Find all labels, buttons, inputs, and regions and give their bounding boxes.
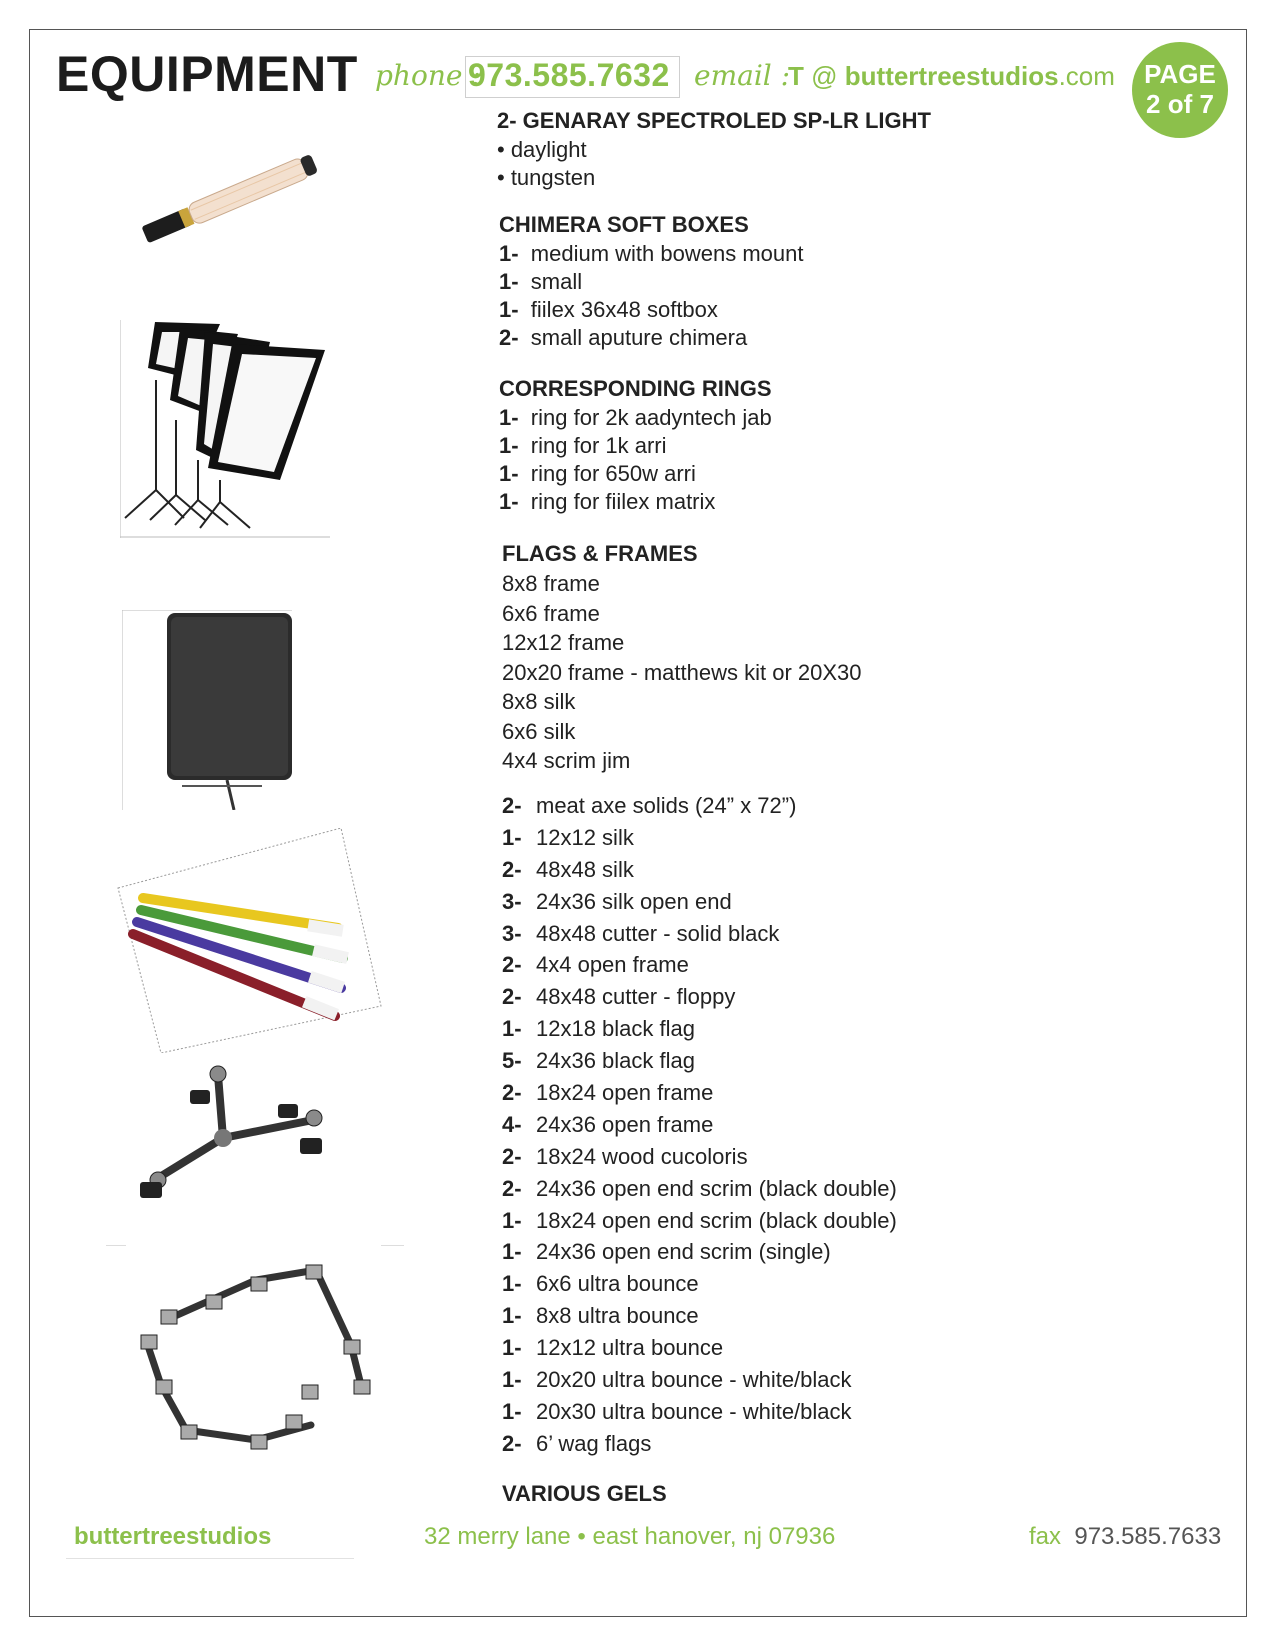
item-qty: 1- (499, 241, 519, 266)
email-address[interactable] (788, 58, 1115, 94)
item-qty: 1- (502, 1367, 522, 1393)
item-text: 24x36 open end scrim (black double) (536, 1175, 897, 1201)
email-domain: buttertreestudios (844, 61, 1059, 91)
list-item: • tungsten (497, 165, 596, 190)
list-item (502, 1109, 897, 1141)
item-text: 12x12 ultra bounce (536, 1335, 724, 1361)
phone-number[interactable]: 973.585.7632 (468, 57, 670, 93)
gel-rolls-image (113, 828, 385, 1053)
list-item: 6x6 silk (502, 718, 576, 744)
list-item (502, 1013, 897, 1045)
list-item (499, 268, 803, 296)
list-item (502, 886, 897, 918)
list-item (502, 854, 897, 886)
fax-number: 973.585.7633 (1074, 1523, 1222, 1550)
list-item (502, 918, 897, 950)
list-item (502, 790, 897, 822)
list-item (502, 1173, 897, 1205)
email-tld: .com (1058, 61, 1115, 91)
footer-brand: buttertreestudios (74, 1523, 272, 1550)
list-item (499, 324, 803, 352)
flags-section (502, 538, 862, 776)
item-text: 24x36 silk open end (536, 888, 732, 914)
item-qty: 2- (502, 1143, 522, 1169)
list-item (502, 1236, 897, 1268)
softboxes-section (499, 210, 803, 352)
item-text: 48x48 silk (536, 856, 634, 882)
item-text: ring for 650w arri (530, 461, 696, 486)
list-item (499, 404, 772, 432)
email-label: email : (694, 59, 791, 92)
list-item (502, 1428, 897, 1460)
item-text: small aputure chimera (530, 325, 748, 350)
item-text: ring for 2k aadyntech jab (530, 405, 772, 430)
item-qty: 2- (502, 952, 522, 978)
item-text: 12x12 silk (536, 824, 634, 850)
item-qty: 1- (499, 489, 519, 514)
item-qty: 1- (502, 1207, 522, 1233)
item-qty: 2- (502, 856, 522, 882)
rings-section (499, 374, 772, 516)
item-qty: 1- (499, 461, 519, 486)
item-text: 18x24 wood cucoloris (536, 1143, 748, 1169)
item-qty: 1- (502, 1271, 522, 1297)
list-item: 4x4 scrim jim (502, 748, 631, 773)
list-item (502, 1364, 897, 1396)
item-qty: 1- (499, 269, 519, 294)
phone-label: phone : (375, 59, 481, 92)
item-qty: 2- (502, 793, 522, 818)
light-section (497, 106, 931, 192)
footer-address: 32 merry lane • east hanover, nj 07936 (424, 1523, 836, 1550)
item-text: meat axe solids (24” x 72”) (536, 793, 797, 818)
item-qty: 3- (502, 888, 522, 914)
item-qty: 1- (502, 1303, 522, 1329)
list-item (499, 240, 803, 268)
list-item (502, 981, 897, 1013)
item-qty: 2- (502, 984, 522, 1010)
item-qty: 1- (499, 297, 519, 322)
item-qty: 2- (502, 1175, 522, 1201)
list-item: 8x8 frame (502, 571, 600, 596)
item-qty: 1- (502, 824, 522, 850)
item-text: 24x36 open end scrim (single) (536, 1239, 831, 1265)
list-item: 12x12 frame (502, 630, 625, 655)
item-qty: 3- (502, 920, 522, 946)
list-item: • daylight (497, 137, 587, 162)
item-qty: 4- (502, 1111, 522, 1137)
rings-title: CORRESPONDING RINGS (499, 376, 772, 401)
softboxes-title: CHIMERA SOFT BOXES (499, 212, 749, 237)
flag-quantity-list (502, 790, 897, 1460)
item-text: 12x18 black flag (536, 1016, 695, 1042)
page-title: EQUIPMENT (56, 46, 358, 102)
list-item (499, 460, 772, 488)
email-user: T (788, 61, 804, 91)
item-qty: 1- (499, 405, 519, 430)
item-text: fiilex 36x48 softbox (530, 297, 718, 322)
item-text: 6’ wag flags (536, 1430, 652, 1456)
item-text: small (530, 269, 583, 294)
list-item: 6x6 frame (502, 600, 600, 626)
item-qty: 1- (502, 1239, 522, 1265)
list-item (499, 432, 772, 460)
flags-title: FLAGS & FRAMES (502, 541, 698, 566)
softbox-image (120, 320, 346, 538)
footer-divider (66, 1558, 354, 1559)
list-item (502, 1396, 897, 1428)
item-qty: 1- (499, 433, 519, 458)
item-text: 8x8 ultra bounce (536, 1303, 699, 1329)
list-item (502, 1268, 897, 1300)
gels-section (502, 1479, 667, 1509)
item-text: ring for fiilex matrix (530, 489, 716, 514)
list-item (499, 488, 772, 516)
list-item (502, 822, 897, 854)
list-item (502, 949, 897, 981)
item-text: 48x48 cutter - solid black (536, 920, 780, 946)
item-text: 48x48 cutter - floppy (536, 984, 736, 1010)
item-text: 20x20 ultra bounce - white/black (536, 1367, 852, 1393)
page-number: 2 of 7 (1146, 89, 1214, 119)
item-text: ring for 1k arri (530, 433, 667, 458)
email-at: @ (811, 61, 838, 91)
page-label: PAGE (1144, 59, 1216, 89)
light-title: 2- GENARAY SPECTROLED SP-LR LIGHT (497, 108, 931, 133)
item-text: 24x36 black flag (536, 1048, 695, 1074)
item-qty: 1- (502, 1016, 522, 1042)
page-badge (1132, 42, 1228, 138)
item-qty: 1- (502, 1335, 522, 1361)
item-qty: 5- (502, 1048, 522, 1074)
led-light-image (130, 150, 330, 250)
gels-title: VARIOUS GELS (502, 1481, 667, 1506)
list-item: 20x20 frame - matthews kit or 20X30 (502, 659, 862, 685)
item-qty: 1- (502, 1398, 522, 1424)
frame-kit-image (106, 1245, 406, 1460)
dolly-image (128, 1060, 348, 1200)
item-text: 4x4 open frame (536, 952, 689, 978)
item-qty: 2- (502, 1430, 522, 1456)
fax-label: fax (1029, 1523, 1062, 1550)
item-text: 20x30 ultra bounce - white/black (536, 1398, 852, 1424)
item-text: medium with bowens mount (530, 241, 804, 266)
list-item (502, 1045, 897, 1077)
item-qty: 2- (502, 1080, 522, 1106)
item-text: 18x24 open end scrim (black double) (536, 1207, 897, 1233)
item-text: 6x6 ultra bounce (536, 1271, 699, 1297)
item-qty: 2- (499, 325, 519, 350)
item-text: 24x36 open frame (536, 1111, 714, 1137)
list-item (502, 1077, 897, 1109)
list-item: 8x8 silk (502, 689, 576, 714)
list-item (499, 296, 803, 324)
list-item (502, 1205, 897, 1237)
list-item (502, 1141, 897, 1173)
list-item (502, 1332, 897, 1364)
black-flag-image (122, 610, 297, 810)
footer-fax (1029, 1522, 1221, 1552)
item-text: 18x24 open frame (536, 1080, 714, 1106)
list-item (502, 1300, 897, 1332)
